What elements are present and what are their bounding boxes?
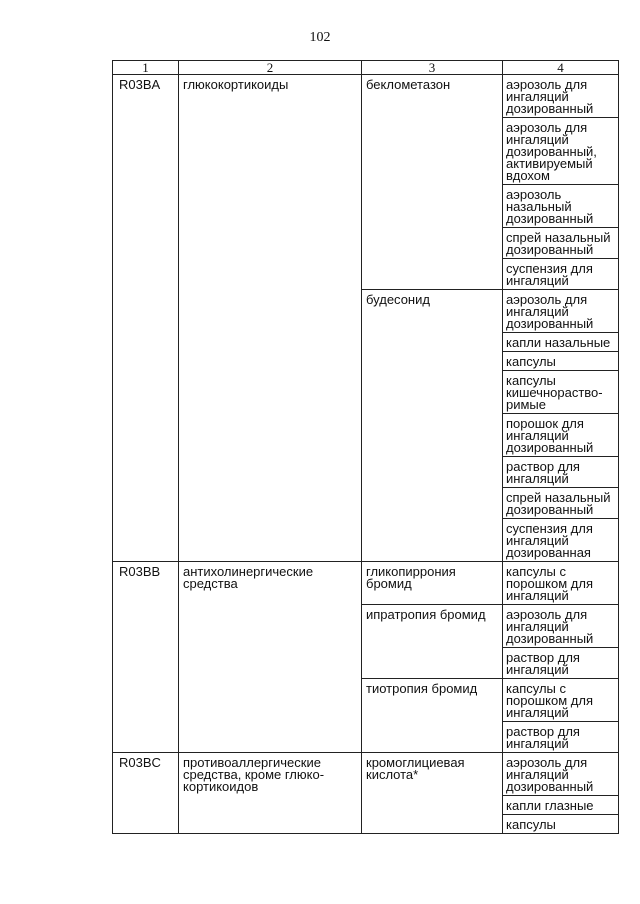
dosage-form: капсулы (503, 814, 618, 833)
dosage-form: суспензия для ингаляций (503, 258, 618, 289)
dosage-forms (503, 290, 619, 562)
drug-name: будесонид (362, 290, 503, 562)
column-header-1: 1 (113, 61, 179, 75)
page-number: 102 (309, 30, 331, 45)
drug-name: тиотропия бромид (362, 679, 503, 753)
dosage-forms (503, 562, 619, 605)
dosage-form: суспензия для ингаляций дозированная (503, 518, 618, 561)
dosage-forms (503, 753, 619, 834)
dosage-form: аэрозоль для ингаляций дозированный (506, 755, 594, 794)
atc-code: R03BC (113, 753, 179, 834)
dosage-form: раствор для ингаляций (503, 721, 618, 752)
atc-code: R03BB (113, 562, 179, 753)
column-header-3: 3 (362, 61, 503, 75)
atc-code: R03BA (113, 75, 179, 562)
dosage-form: капсулы с порошком для ингаляций (506, 681, 593, 720)
dosage-form: аэрозоль для ингаляций дозированный (506, 607, 594, 646)
dosage-form: капсулы с порошком для ингаляций (506, 564, 593, 603)
dosage-form: капсулы кишечнораство-римые (503, 370, 618, 413)
table-row (113, 753, 619, 834)
drug-name: гликопиррония бромид (362, 562, 503, 605)
table-row (113, 75, 619, 290)
group-name: антихолинергические средства (179, 562, 362, 753)
column-header-2: 2 (179, 61, 362, 75)
dosage-form: аэрозоль для ингаляций дозированный (506, 77, 594, 116)
dosage-form: раствор для ингаляций (503, 647, 618, 678)
dosage-form: аэрозоль для ингаляций дозированный (506, 292, 594, 331)
dosage-form: капли назальные (503, 332, 618, 351)
dosage-forms (503, 605, 619, 679)
group-name: глюкокортикоиды (179, 75, 362, 562)
table-header-row (113, 61, 619, 75)
drug-table (112, 60, 619, 834)
drug-name: кромоглициевая кислота* (362, 753, 503, 834)
dosage-form: раствор для ингаляций (503, 456, 618, 487)
dosage-form: спрей назальный дозированный (503, 487, 618, 518)
dosage-form: спрей назальный дозированный (503, 227, 618, 258)
dosage-form: капли глазные (503, 795, 618, 814)
dosage-forms (503, 75, 619, 290)
dosage-form: аэрозоль для ингаляций дозированный, активируемый вдохом (503, 117, 618, 184)
column-header-4: 4 (503, 61, 619, 75)
dosage-form: порошок для ингаляций дозированный (503, 413, 618, 456)
drug-name: ипратропия бромид (362, 605, 503, 679)
dosage-form: капсулы (503, 351, 618, 370)
table-row (113, 562, 619, 605)
drug-name: беклометазон (362, 75, 503, 290)
group-name: противоаллергические средства, кроме глюко-кортикоидов (179, 753, 362, 834)
dosage-forms (503, 679, 619, 753)
dosage-form: аэрозоль назальный дозированный (503, 184, 618, 227)
